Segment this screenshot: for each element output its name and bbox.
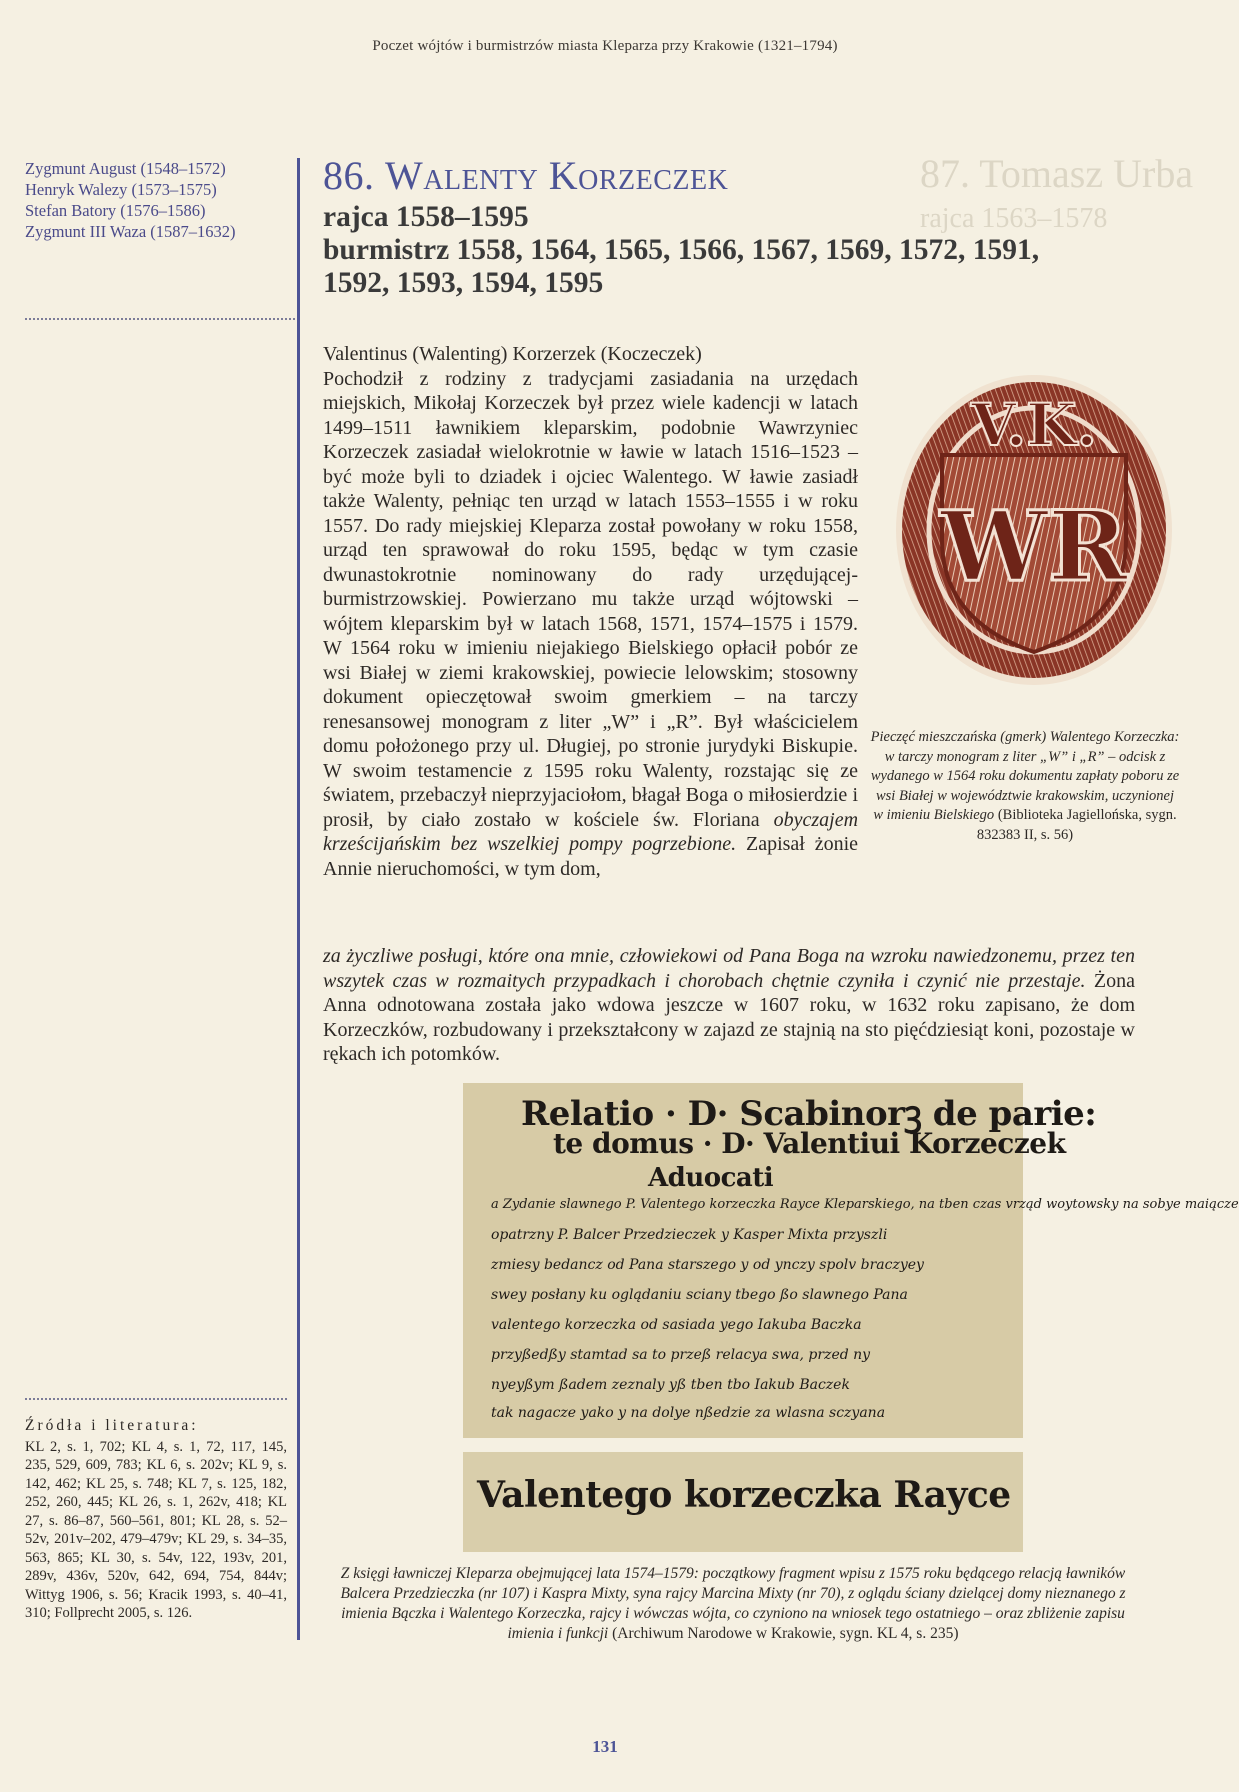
seal-caption — [870, 728, 1180, 845]
seal-caption-source: (Biblioteka Jagiellońska, sygn. 832383 II, s. 56) — [976, 807, 1177, 843]
ruler-item: Stefan Batory (1576–1586) — [25, 201, 206, 220]
entry-name: Walenty Korzeczek — [385, 153, 729, 198]
sources-block — [25, 1417, 287, 1623]
seal-letters-top: V.K. — [971, 391, 1097, 459]
office-line: rajca 1558–1595 — [323, 201, 529, 233]
manuscript-line: przyßedßy stamtad sa to przeß relacya swa, przed ny — [491, 1347, 871, 1363]
biography-paragraph: Zapisał żonie Annie nieruchomości, w tym dom, — [323, 833, 859, 880]
seal-caption-text: Pieczęć mieszczańska (gmerk) Walentego Korzeczka: w tarczy monogram z liter „W” i „R” – odcisk z wydanego w 1564 roku dokumentu zapłaty poboru ze wsi Białej w województwie krakowskim, uczynionej w imieniu Bielskiego — [870, 729, 1180, 823]
sources-text: KL 2, s. 1, 702; KL 4, s. 1, 72, 117, 145, 235, 529, 609, 783; KL 6, s. 202v; KL 9, s. 142, 462; KL 25, s. 748; KL 7, s. 125, 182, 252, 260, 445; KL 26, s. 1, 262v, 418; KL 27, s. 86–87, 560–561, 801; KL 28, s. 52–52v, 201v–202, 479–479v; KL 29, s. 34–35, 563, 865; KL 30, s. 54v, 122, 193v, 201, 289v, 436v, 520v, 642, 694, 754, 844v; Wittyg 1906, s. 56; Kracik 1993, s. 40–41, 310; Follprecht 2005, s. 126. — [25, 1438, 287, 1621]
sources-divider — [25, 1398, 287, 1400]
name-variants: Valentinus (Walenting) Korzerzek (Koczeczek) — [323, 343, 702, 365]
biography-paragraph: Żona Anna odnotowana została jako wdowa jeszcze w 1607 roku, w 1632 roku zapisano, że dom Korzeczków, rozbudowany i przekształcony w zajazd ze stajnią na sto pięćdziesiąt koni, pozostaje w rękach ich potomków. — [323, 969, 1136, 1065]
manuscript-caption — [333, 1564, 1133, 1644]
manuscript-detail-image — [463, 1452, 1023, 1552]
rulers-list — [25, 158, 295, 242]
seal-graphic — [892, 370, 1177, 690]
quote-italic: za życzliwe posługi, które ona mnie, człowiekowi od Pana Boga na wzroku nawiedzonemu, przez ten wszytek czas w rozmaitych przypadkach i chorobach chętnie czyniła i czynić nie przestaje. — [323, 945, 1135, 992]
ruler-item: Henryk Walezy (1573–1575) — [25, 180, 217, 199]
column-rule — [297, 158, 300, 1640]
bleed-through-text: rajca 1563–1578 — [920, 203, 1108, 234]
manuscript-detail-line: Valentego korzeczka Rayce — [477, 1474, 1011, 1516]
ruler-item: Zygmunt August (1548–1572) — [25, 159, 226, 178]
manuscript-line: Aduocati — [648, 1163, 774, 1193]
manuscript-line: a Zydanie slawnego P. Valentego korzeczka Rayce Kleparskiego, na tben czas vrząd woytowsky na sobye maiącze — [491, 1197, 1239, 1212]
biography-continuation — [323, 944, 1135, 1067]
entry-title — [323, 152, 728, 199]
entry-number: 86. — [323, 153, 375, 198]
quote-italic: obyczajem krześcijańskim bez wszelkiej pompy pogrzebione. — [323, 808, 859, 855]
manuscript-line: te domus · D· Valentiui Korzeczek — [553, 1127, 1066, 1160]
manuscript-line: valentego korzeczka od sasiada yego Iakuba Baczka — [491, 1317, 862, 1333]
seal-monogram: WR — [940, 490, 1128, 603]
manuscript-line: Relatio · D· Scabinorꝫ de parie: — [521, 1094, 1097, 1134]
running-head: Poczet wójtów i burmistrzów miasta Kleparza przy Krakowie (1321–1794) — [372, 38, 838, 54]
manuscript-line: opatrzny P. Balcer Przedzieczek y Kasper Mixta przyszli — [491, 1227, 888, 1243]
manuscript-caption-source: (Archiwum Narodowe w Krakowie, sygn. KL 4, s. 235) — [612, 1625, 959, 1642]
bleed-through-text: 87. Tomasz Urba — [920, 151, 1194, 196]
sources-label: Źródła i literatura: — [25, 1417, 199, 1434]
entry-offices — [323, 201, 1153, 300]
manuscript-caption-text: Z księgi ławniczej Kleparza obejmującej lata 1574–1579: początkowy fragment wpisu z 1575 roku będącego relacją ławników Balcera Przedzieczka (nr 107) i Kaspra Mixty, syna rajcy Marcina Mixty (nr 70), z oglądu ściany dzielącej domy nieznanego z imienia Bączka i Walentego Korzeczka, rajcy i wówczas wójta, co czyniono na wniosek tego ostatniego – oraz zbliżenie zapisu imienia i funkcji — [340, 1565, 1126, 1642]
manuscript-line: nyeyßym ßadem zeznaly yß tben tbo Iakub Baczek — [491, 1377, 850, 1393]
office-line: burmistrz 1558, 1564, 1565, 1566, 1567, 1569, 1572, 1591, — [323, 234, 1040, 266]
manuscript-line: zmiesy bedancz od Pana starszego y od ynczy spolv braczyey — [491, 1257, 924, 1273]
biography-text — [323, 342, 858, 881]
ruler-item: Zygmunt III Waza (1587–1632) — [25, 222, 236, 241]
page-number: 131 — [592, 1737, 618, 1756]
sidebar-divider — [25, 318, 295, 320]
office-line: 1592, 1593, 1594, 1595 — [323, 267, 604, 299]
manuscript-image — [463, 1083, 1239, 1438]
seal-image — [892, 370, 1177, 690]
manuscript-line: tak nagacze yako y na dolye nßedzie za wlasna sczyana — [491, 1405, 886, 1421]
manuscript-line: swey posłany ku oglądaniu sciany tbego ßo slawnego Pana — [491, 1287, 908, 1303]
sidebar — [25, 158, 295, 320]
biography-paragraph: Pochodził z rodziny z tradycjami zasiadania na urzędach miejskich, Mikołaj Korzeczek był przez wiele kadencji w latach 1499–1511 ławnikiem kleparskim, podobnie Wawrzyniec Korzeczek zasiadał wielokrotnie w ławie w latach 1516–1523 – być może byli to dziadek i ojciec Walentego. W ławie zasiadł także Walenty, pełniąc ten urząd w latach 1553–1555 i w roku 1557. Do rady miejskiej Kleparza został powołany w roku 1558, urząd ten sprawował do roku 1595, będąc w tym czasie dwunastokrotnie nominowany do rady urzędującej-burmistrzowskiej. Powierzano mu także urząd wójtowski – wójtem kleparskim był w latach 1568, 1571, 1574–1575 i 1579. W 1564 roku w imieniu niejakiego Bielskiego opłacił pobór ze wsi Białej w ziemi krakowskiej, powiecie lelowskim; stosowny dokument opieczętował swoim gmerkiem – na tarczy renesansowej monogram z liter „W” i „R”. Był właścicielem domu położonego przy ul. Długiej, po stronie jurydyki Biskupie. W swoim testamencie z 1595 roku Walenty, rozstając się ze światem, przebaczył nieprzyjaciołom, błagał Boga o miłosierdzie i prosił, by ciało zostało w kościele św. Floriana — [323, 367, 858, 831]
